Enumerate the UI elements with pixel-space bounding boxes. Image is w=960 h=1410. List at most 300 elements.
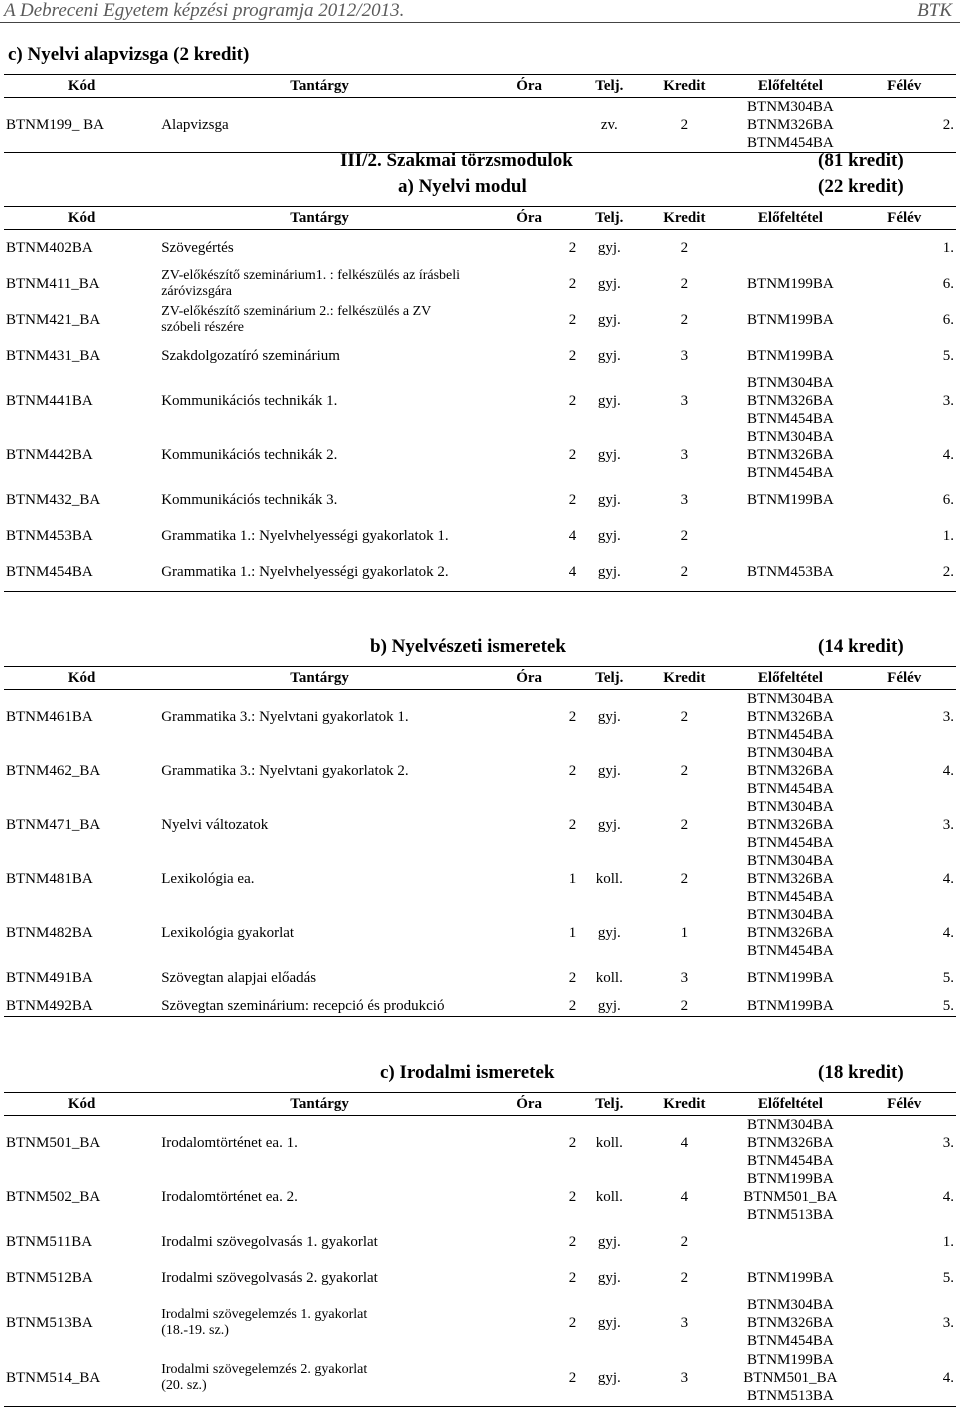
- table-row: [4, 338, 956, 374]
- section-credit-linguistics: (14 kredit): [818, 636, 904, 657]
- course-semester: 1.: [942, 239, 954, 256]
- header-col-elofeltetel: Előfeltétel: [757, 670, 823, 686]
- section-title-language-exam: c) Nyelvi alapvizsga (2 kredit): [8, 44, 250, 65]
- course-semester: 2.: [942, 117, 954, 133]
- course-name: [159, 374, 480, 428]
- table-row: [4, 996, 956, 1016]
- course-name: [159, 230, 480, 266]
- table-row: [4, 302, 956, 338]
- course-prerequisite: [728, 482, 852, 518]
- course-credit: 2: [680, 1270, 689, 1286]
- course-credit: 4: [680, 1189, 689, 1205]
- header-col-ora: Óra: [516, 78, 543, 94]
- course-assessment: gyj.: [597, 763, 621, 779]
- course-code: BTNM492BA: [6, 997, 93, 1014]
- prerequisite-code: BTNM199BA: [747, 491, 834, 508]
- course-prerequisite: [728, 302, 852, 338]
- prerequisite-code: BTNM454BA: [747, 727, 834, 743]
- course-hours: 2: [568, 1369, 577, 1386]
- prerequisite-code: BTNM326BA: [747, 446, 834, 463]
- header-title: A Debreceni Egyetem képzési programja 2012/2013.: [4, 0, 405, 21]
- header-col-elofeltetel: Előfeltétel: [757, 78, 823, 94]
- prerequisite-code: BTNM454BA: [747, 410, 834, 427]
- prerequisite-code: BTNM513BA: [747, 1207, 834, 1223]
- course-assessment: gyj.: [597, 709, 621, 725]
- course-prerequisite: [728, 1350, 852, 1406]
- course-semester: 4.: [942, 763, 954, 779]
- course-name: [159, 1170, 480, 1224]
- course-name: [159, 302, 480, 338]
- course-name: [159, 960, 480, 996]
- course-name: [159, 744, 480, 798]
- section-credit-literature: (18 kredit): [818, 1062, 904, 1083]
- course-name: [159, 1350, 480, 1406]
- course-prerequisite: [728, 1170, 852, 1224]
- course-name-line: Grammatika 3.: Nyelvtani gyakorlatok 2.: [161, 763, 409, 779]
- course-semester: 5.: [942, 1270, 954, 1286]
- course-semester: 5.: [942, 970, 954, 986]
- course-name-line: Szövegtan szeminárium: recepció és produkció: [161, 997, 445, 1014]
- course-semester: 4.: [942, 925, 954, 941]
- course-name-line: Irodalmi szövegolvasás 1. gyakorlat: [161, 1234, 378, 1250]
- prerequisite-code: BTNM326BA: [747, 925, 834, 941]
- course-name: [159, 906, 480, 960]
- course-name-line: ZV-előkészítő szeminárium 2.: felkészülés a ZV: [161, 303, 432, 319]
- course-assessment: gyj.: [597, 239, 621, 256]
- course-hours: 2: [568, 275, 577, 292]
- course-name: [159, 266, 480, 302]
- prerequisite-code: BTNM199BA: [747, 1351, 834, 1368]
- course-credit: 2: [680, 997, 689, 1014]
- course-semester: 6.: [942, 311, 954, 328]
- prerequisite-code: BTNM199BA: [747, 997, 834, 1014]
- table-row: [4, 1296, 956, 1350]
- course-name-line: Irodalmi szövegolvasás 2. gyakorlat: [161, 1270, 378, 1286]
- course-name: [159, 1296, 480, 1350]
- header-col-kredit: Kredit: [663, 670, 706, 686]
- table-language-exam: [4, 74, 956, 153]
- course-name: [159, 554, 480, 592]
- header-faculty: BTK: [917, 0, 952, 21]
- course-name-line: Szövegtan alapjai előadás: [161, 970, 317, 986]
- table-row: [4, 374, 956, 428]
- header-col-kod: Kód: [67, 1096, 96, 1112]
- course-name-line: Kommunikációs technikák 2.: [161, 446, 338, 463]
- table-row: [4, 744, 956, 798]
- header-col-ora: Óra: [516, 1096, 543, 1112]
- header-col-ora: Óra: [516, 670, 543, 686]
- course-prerequisite: [728, 690, 852, 745]
- course-semester: 5.: [942, 347, 954, 364]
- course-assessment: gyj.: [597, 997, 621, 1014]
- header-col-felev: Félév: [887, 1096, 922, 1112]
- course-name: [159, 338, 480, 374]
- prerequisite-code: BTNM304BA: [747, 1297, 834, 1313]
- header-col-telj: Telj.: [595, 1096, 624, 1112]
- course-credit: 3: [680, 347, 689, 364]
- course-prerequisite: [728, 554, 852, 592]
- course-credit: 3: [680, 1315, 689, 1331]
- header-row: [4, 207, 956, 230]
- course-credit: 2: [680, 564, 689, 581]
- course-name-line: Grammatika 1.: Nyelvhelyességi gyakorlatok 2.: [161, 564, 449, 581]
- prerequisite-code: BTNM326BA: [747, 117, 834, 133]
- table-row: [4, 1260, 956, 1296]
- prerequisite-code: BTNM326BA: [747, 709, 834, 725]
- prerequisite-code: BTNM501_BA: [743, 1369, 838, 1386]
- course-name-line: Alapvizsga: [161, 117, 229, 133]
- course-code: BTNM441BA: [6, 392, 93, 409]
- prerequisite-code: BTNM304BA: [747, 745, 834, 761]
- course-prerequisite: [728, 960, 852, 996]
- course-code: BTNM502_BA: [6, 1189, 101, 1205]
- course-name: [159, 690, 480, 745]
- header-col-kredit: Kredit: [663, 1096, 706, 1112]
- course-code: BTNM454BA: [6, 564, 93, 581]
- prerequisite-code: BTNM199BA: [747, 347, 834, 364]
- course-name-line: Kommunikációs technikák 1.: [161, 392, 338, 409]
- header-col-tantargy: Tantárgy: [290, 210, 349, 226]
- course-assessment: koll.: [595, 871, 623, 887]
- course-code: BTNM512BA: [6, 1270, 93, 1286]
- prerequisite-code: BTNM304BA: [747, 907, 834, 923]
- course-semester: 3.: [942, 392, 954, 409]
- course-credit: 3: [680, 970, 689, 986]
- header-row: [4, 667, 956, 690]
- table-row: [4, 690, 956, 745]
- course-name-line: Lexikológia ea.: [161, 871, 255, 887]
- prerequisite-code: BTNM454BA: [747, 889, 834, 905]
- course-assessment: gyj.: [597, 527, 621, 544]
- table-row: [4, 906, 956, 960]
- submodule-credit: (22 kredit): [818, 176, 904, 197]
- course-semester: 1.: [942, 1234, 954, 1250]
- course-credit: 1: [680, 925, 689, 941]
- course-prerequisite: [728, 906, 852, 960]
- course-code: BTNM482BA: [6, 925, 93, 941]
- table-row: [4, 230, 956, 266]
- course-assessment: koll.: [595, 1189, 623, 1205]
- prerequisite-code: BTNM513BA: [747, 1387, 834, 1404]
- course-assessment: zv.: [600, 117, 618, 133]
- course-code: BTNM431_BA: [6, 347, 101, 364]
- header-col-kredit: Kredit: [663, 78, 706, 94]
- course-code: BTNM462_BA: [6, 763, 101, 779]
- course-credit: 2: [680, 871, 689, 887]
- course-assessment: gyj.: [597, 491, 621, 508]
- course-assessment: gyj.: [597, 925, 621, 941]
- prerequisite-code: BTNM304BA: [747, 99, 834, 115]
- course-name-line: Irodalmi szövegelemzés 1. gyakorlat: [161, 1307, 368, 1322]
- course-credit: 2: [680, 763, 689, 779]
- course-name: [159, 428, 480, 482]
- course-credit: 3: [680, 491, 689, 508]
- course-prerequisite: [728, 996, 852, 1016]
- course-prerequisite: [728, 1224, 852, 1260]
- course-hours: 2: [568, 311, 577, 328]
- table-row: [4, 1116, 956, 1171]
- table-row: [4, 98, 956, 153]
- course-credit: 2: [680, 817, 689, 833]
- course-name: [159, 98, 480, 153]
- course-code: BTNM501_BA: [6, 1135, 101, 1151]
- course-hours: 2: [568, 446, 577, 463]
- course-hours: 1: [568, 871, 577, 887]
- course-credit: 4: [680, 1135, 689, 1151]
- prerequisite-code: BTNM454BA: [747, 464, 834, 481]
- course-semester: 6.: [942, 491, 954, 508]
- section-title-literature: c) Irodalmi ismeretek: [380, 1062, 555, 1083]
- course-semester: 3.: [942, 1135, 954, 1151]
- course-prerequisite: [728, 744, 852, 798]
- course-credit: 2: [680, 117, 689, 133]
- table-row: [4, 428, 956, 482]
- course-code: BTNM199_ BA: [6, 117, 104, 133]
- prerequisite-code: BTNM501_BA: [743, 1189, 838, 1205]
- course-name-line: Kommunikációs technikák 3.: [161, 491, 338, 508]
- prerequisite-code: BTNM454BA: [747, 835, 834, 851]
- course-name: [159, 798, 480, 852]
- course-semester: 4.: [942, 1189, 954, 1205]
- course-hours: 2: [568, 763, 577, 779]
- module-credit: (81 kredit): [818, 150, 904, 171]
- course-assessment: gyj.: [597, 1270, 621, 1286]
- course-assessment: koll.: [595, 1135, 623, 1151]
- course-code: BTNM402BA: [6, 239, 93, 256]
- prerequisite-code: BTNM199BA: [747, 275, 834, 292]
- table-row: [4, 482, 956, 518]
- table-row: [4, 1224, 956, 1260]
- header-col-telj: Telj.: [595, 670, 624, 686]
- course-credit: 2: [680, 1234, 689, 1250]
- course-name: [159, 1224, 480, 1260]
- course-name: [159, 1116, 480, 1171]
- prerequisite-code: BTNM454BA: [747, 781, 834, 797]
- course-prerequisite: [728, 1116, 852, 1171]
- course-code: BTNM461BA: [6, 709, 93, 725]
- course-assessment: koll.: [595, 970, 623, 986]
- prerequisite-code: BTNM199BA: [747, 311, 834, 328]
- table-language-module: [4, 206, 956, 592]
- course-hours: 2: [568, 1234, 577, 1250]
- header-row: [4, 75, 956, 98]
- course-name: [159, 852, 480, 906]
- course-hours: 2: [568, 392, 577, 409]
- course-name-line: (18.-19. sz.): [161, 1323, 229, 1338]
- course-name-line: ZV-előkészítő szeminárium1. : felkészülés az írásbeli: [161, 267, 461, 283]
- prerequisite-code: BTNM326BA: [747, 817, 834, 833]
- prerequisite-code: BTNM454BA: [747, 1333, 834, 1349]
- course-assessment: gyj.: [597, 392, 621, 409]
- course-hours: [480, 98, 578, 153]
- course-code: BTNM421_BA: [6, 311, 101, 328]
- prerequisite-code: BTNM453BA: [747, 564, 834, 581]
- course-name: [159, 518, 480, 554]
- page-header: [0, 0, 960, 24]
- prerequisite-code: BTNM326BA: [747, 1135, 834, 1151]
- course-hours: 2: [568, 347, 577, 364]
- header-col-felev: Félév: [887, 78, 922, 94]
- course-name: [159, 996, 480, 1016]
- course-hours: 4: [568, 527, 577, 544]
- course-prerequisite: [728, 1296, 852, 1350]
- course-prerequisite: [728, 798, 852, 852]
- course-assessment: gyj.: [597, 1234, 621, 1250]
- course-name-line: Irodalomtörténet ea. 1.: [161, 1135, 298, 1151]
- course-code: BTNM481BA: [6, 871, 93, 887]
- course-hours: 2: [568, 491, 577, 508]
- table-row: [4, 1350, 956, 1406]
- course-semester: 3.: [942, 817, 954, 833]
- course-prerequisite: [728, 266, 852, 302]
- course-credit: 2: [680, 275, 689, 292]
- course-code: BTNM471_BA: [6, 817, 101, 833]
- prerequisite-code: BTNM454BA: [747, 1153, 834, 1169]
- course-code: BTNM491BA: [6, 970, 93, 986]
- prerequisite-code: BTNM304BA: [747, 799, 834, 815]
- header-col-kod: Kód: [67, 78, 96, 94]
- course-hours: 2: [568, 709, 577, 725]
- submodule-title: a) Nyelvi modul: [398, 176, 527, 197]
- prerequisite-code: BTNM326BA: [747, 1315, 834, 1331]
- course-semester: 4.: [942, 1369, 954, 1386]
- table-row: [4, 554, 956, 592]
- course-name-line: (20. sz.): [161, 1377, 207, 1393]
- table-row: [4, 518, 956, 554]
- course-prerequisite: [728, 338, 852, 374]
- header-col-elofeltetel: Előfeltétel: [757, 1096, 823, 1112]
- prerequisite-code: BTNM454BA: [747, 135, 834, 151]
- course-code: BTNM511BA: [6, 1234, 93, 1250]
- course-prerequisite: [728, 230, 852, 266]
- course-hours: 2: [568, 1135, 577, 1151]
- course-hours: 1: [568, 925, 577, 941]
- header-col-felev: Félév: [887, 210, 922, 226]
- header-col-tantargy: Tantárgy: [290, 78, 349, 94]
- table-row: [4, 960, 956, 996]
- table-literature: [4, 1092, 956, 1407]
- course-name-line: Grammatika 3.: Nyelvtani gyakorlatok 1.: [161, 709, 409, 725]
- course-prerequisite: [728, 374, 852, 428]
- header-col-telj: Telj.: [595, 210, 624, 226]
- prerequisite-code: BTNM199BA: [747, 1171, 834, 1187]
- header-row: [4, 1093, 956, 1116]
- course-assessment: gyj.: [597, 275, 621, 292]
- course-hours: 2: [568, 997, 577, 1014]
- prerequisite-code: BTNM304BA: [747, 691, 834, 707]
- course-assessment: gyj.: [597, 564, 621, 581]
- course-credit: 2: [680, 527, 689, 544]
- course-semester: 3.: [942, 709, 954, 725]
- course-prerequisite: [728, 852, 852, 906]
- section-title-linguistics: b) Nyelvészeti ismeretek: [370, 636, 566, 657]
- course-assessment: gyj.: [597, 1369, 621, 1386]
- course-name-line: Szövegértés: [161, 239, 234, 256]
- header-col-ora: Óra: [516, 210, 543, 226]
- course-prerequisite: [728, 518, 852, 554]
- prerequisite-code: BTNM454BA: [747, 943, 834, 959]
- header-divider: [0, 22, 960, 23]
- header-col-tantargy: Tantárgy: [290, 670, 349, 686]
- course-assessment: gyj.: [597, 817, 621, 833]
- course-semester: 1.: [942, 527, 954, 544]
- course-name-line: szóbeli részére: [161, 319, 244, 335]
- course-hours: 2: [568, 1189, 577, 1205]
- prerequisite-code: BTNM304BA: [747, 853, 834, 869]
- prerequisite-code: BTNM304BA: [747, 374, 834, 391]
- prerequisite-code: BTNM304BA: [747, 428, 834, 445]
- course-code: BTNM513BA: [6, 1315, 93, 1331]
- course-credit: 3: [680, 1369, 689, 1386]
- header-col-telj: Telj.: [595, 78, 624, 94]
- course-hours: 2: [568, 817, 577, 833]
- table-row: [4, 798, 956, 852]
- course-name-line: Szakdolgozatíró szeminárium: [161, 347, 340, 364]
- course-assessment: gyj.: [597, 446, 621, 463]
- course-hours: 4: [568, 564, 577, 581]
- table-linguistics: [4, 666, 956, 1017]
- course-name-line: Grammatika 1.: Nyelvhelyességi gyakorlatok 1.: [161, 527, 449, 544]
- course-credit: 3: [680, 446, 689, 463]
- course-hours: 2: [568, 970, 577, 986]
- course-semester: 6.: [942, 275, 954, 292]
- course-hours: 2: [568, 1270, 577, 1286]
- prerequisite-code: BTNM199BA: [747, 970, 834, 986]
- course-credit: 3: [680, 392, 689, 409]
- course-credit: 2: [680, 311, 689, 328]
- course-name-line: Irodalmi szövegelemzés 2. gyakorlat: [161, 1361, 368, 1377]
- header-col-tantargy: Tantárgy: [290, 1096, 349, 1112]
- course-prerequisite: [728, 98, 852, 153]
- module-title: III/2. Szakmai törzsmodulok: [340, 150, 573, 171]
- course-semester: 4.: [942, 871, 954, 887]
- course-assessment: gyj.: [597, 347, 621, 364]
- course-name: [159, 482, 480, 518]
- course-prerequisite: [728, 1260, 852, 1296]
- course-code: BTNM514_BA: [6, 1369, 101, 1386]
- course-credit: 2: [680, 239, 689, 256]
- prerequisite-code: BTNM326BA: [747, 763, 834, 779]
- course-name-line: Lexikológia gyakorlat: [161, 925, 295, 941]
- prerequisite-code: BTNM326BA: [747, 871, 834, 887]
- course-semester: 5.: [942, 997, 954, 1014]
- course-name-line: záróvizsgára: [161, 283, 232, 299]
- course-prerequisite: [728, 428, 852, 482]
- course-code: BTNM411_BA: [6, 275, 100, 292]
- course-name: [159, 1260, 480, 1296]
- course-assessment: gyj.: [597, 1315, 621, 1331]
- header-col-kredit: Kredit: [663, 210, 706, 226]
- prerequisite-code: BTNM304BA: [747, 1117, 834, 1133]
- course-semester: 2.: [942, 564, 954, 581]
- table-row: [4, 1170, 956, 1224]
- course-code: BTNM442BA: [6, 446, 93, 463]
- course-assessment: gyj.: [597, 311, 621, 328]
- table-row: [4, 266, 956, 302]
- table-row: [4, 852, 956, 906]
- course-semester: 4.: [942, 446, 954, 463]
- header-col-felev: Félév: [887, 670, 922, 686]
- course-name-line: Irodalomtörténet ea. 2.: [161, 1189, 298, 1205]
- header-col-kod: Kód: [67, 210, 96, 226]
- prerequisite-code: BTNM326BA: [747, 392, 834, 409]
- course-code: BTNM432_BA: [6, 491, 101, 508]
- course-hours: 2: [568, 1315, 577, 1331]
- course-semester: 3.: [942, 1315, 954, 1331]
- header-col-elofeltetel: Előfeltétel: [757, 210, 823, 226]
- course-name-line: Nyelvi változatok: [161, 817, 269, 833]
- course-code: BTNM453BA: [6, 527, 93, 544]
